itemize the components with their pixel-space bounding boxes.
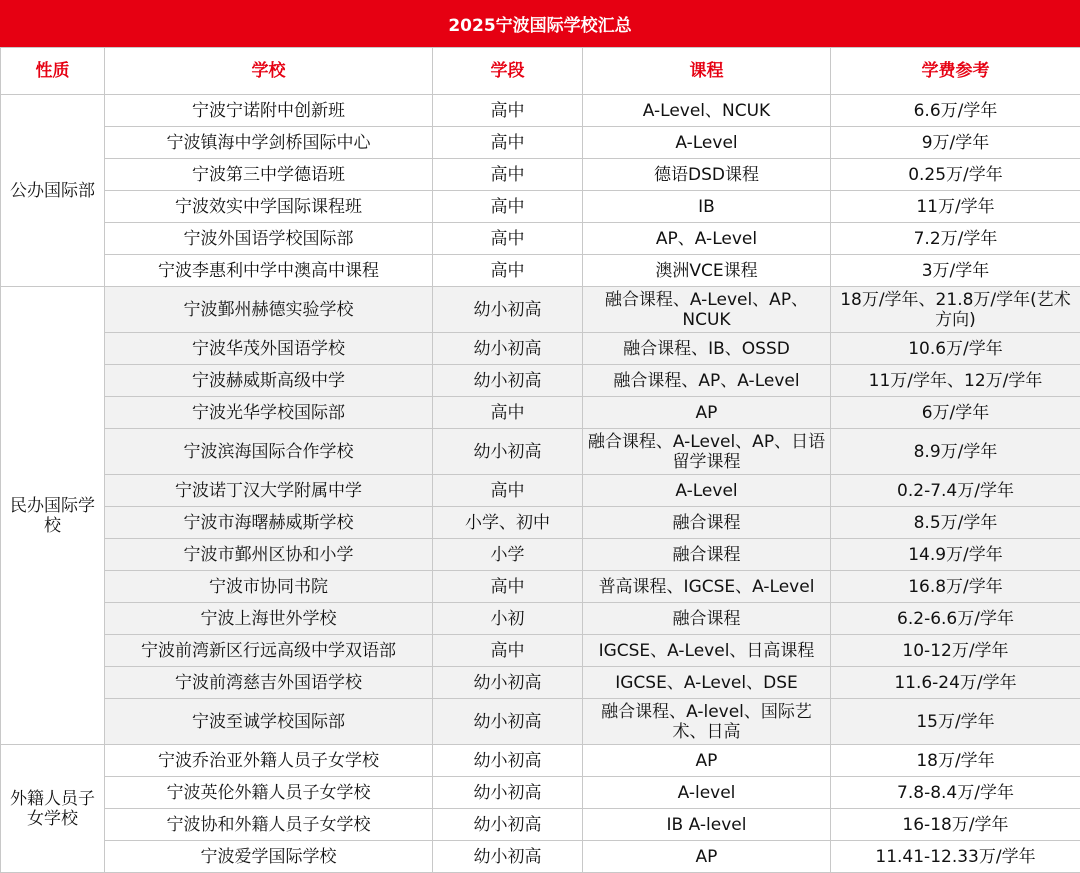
curriculum-cell: 融合课程 bbox=[583, 603, 831, 635]
curriculum-cell: 融合课程、A-Level、AP、日语留学课程 bbox=[583, 429, 831, 475]
curriculum-cell: 融合课程、AP、A-Level bbox=[583, 365, 831, 397]
tuition-cell: 6.6万/学年 bbox=[831, 95, 1080, 127]
table-row bbox=[1, 127, 1080, 159]
stage-cell: 小学、初中 bbox=[433, 507, 583, 539]
school-cell: 宁波第三中学德语班 bbox=[105, 159, 433, 191]
header-curriculum: 课程 bbox=[583, 48, 831, 95]
table-row bbox=[1, 159, 1080, 191]
curriculum-cell: 德语DSD课程 bbox=[583, 159, 831, 191]
tuition-cell: 15万/学年 bbox=[831, 699, 1080, 745]
header-tuition: 学费参考 bbox=[831, 48, 1080, 95]
school-cell: 宁波前湾新区行远高级中学双语部 bbox=[105, 635, 433, 667]
table-row bbox=[1, 95, 1080, 127]
school-cell: 宁波外国语学校国际部 bbox=[105, 223, 433, 255]
stage-cell: 幼小初高 bbox=[433, 841, 583, 873]
tuition-cell: 6.2-6.6万/学年 bbox=[831, 603, 1080, 635]
school-cell: 宁波爱学国际学校 bbox=[105, 841, 433, 873]
tuition-cell: 14.9万/学年 bbox=[831, 539, 1080, 571]
tuition-cell: 11万/学年、12万/学年 bbox=[831, 365, 1080, 397]
tuition-cell: 11.41-12.33万/学年 bbox=[831, 841, 1080, 873]
category-cell: 民办国际学校 bbox=[1, 287, 105, 745]
stage-cell: 幼小初高 bbox=[433, 809, 583, 841]
stage-cell: 高中 bbox=[433, 191, 583, 223]
table-row bbox=[1, 475, 1080, 507]
tuition-cell: 10.6万/学年 bbox=[831, 333, 1080, 365]
header-row bbox=[1, 48, 1080, 95]
header-school: 学校 bbox=[105, 48, 433, 95]
curriculum-cell: 普高课程、IGCSE、A-Level bbox=[583, 571, 831, 603]
table-row bbox=[1, 841, 1080, 873]
stage-cell: 高中 bbox=[433, 159, 583, 191]
page-title: 2025宁波国际学校汇总 bbox=[0, 0, 1080, 47]
tuition-cell: 8.9万/学年 bbox=[831, 429, 1080, 475]
school-cell: 宁波市海曙赫威斯学校 bbox=[105, 507, 433, 539]
school-cell: 宁波至诚学校国际部 bbox=[105, 699, 433, 745]
table-row bbox=[1, 539, 1080, 571]
stage-cell: 高中 bbox=[433, 95, 583, 127]
tuition-cell: 0.2-7.4万/学年 bbox=[831, 475, 1080, 507]
table-row bbox=[1, 365, 1080, 397]
school-cell: 宁波滨海国际合作学校 bbox=[105, 429, 433, 475]
school-cell: 宁波上海世外学校 bbox=[105, 603, 433, 635]
stage-cell: 高中 bbox=[433, 635, 583, 667]
curriculum-cell: IB bbox=[583, 191, 831, 223]
curriculum-cell: A-Level、NCUK bbox=[583, 95, 831, 127]
curriculum-cell: IGCSE、A-Level、日高课程 bbox=[583, 635, 831, 667]
stage-cell: 幼小初高 bbox=[433, 365, 583, 397]
header-stage: 学段 bbox=[433, 48, 583, 95]
table-row bbox=[1, 191, 1080, 223]
school-table bbox=[0, 47, 1080, 873]
stage-cell: 幼小初高 bbox=[433, 287, 583, 333]
stage-cell: 幼小初高 bbox=[433, 777, 583, 809]
table-row bbox=[1, 667, 1080, 699]
curriculum-cell: 融合课程 bbox=[583, 539, 831, 571]
stage-cell: 小学 bbox=[433, 539, 583, 571]
tuition-cell: 9万/学年 bbox=[831, 127, 1080, 159]
tuition-cell: 11.6-24万/学年 bbox=[831, 667, 1080, 699]
stage-cell: 高中 bbox=[433, 223, 583, 255]
school-cell: 宁波诺丁汉大学附属中学 bbox=[105, 475, 433, 507]
tuition-cell: 16.8万/学年 bbox=[831, 571, 1080, 603]
curriculum-cell: 融合课程、A-level、国际艺术、日高 bbox=[583, 699, 831, 745]
tuition-cell: 7.2万/学年 bbox=[831, 223, 1080, 255]
tuition-cell: 18万/学年 bbox=[831, 745, 1080, 777]
school-cell: 宁波前湾慈吉外国语学校 bbox=[105, 667, 433, 699]
curriculum-cell: AP bbox=[583, 397, 831, 429]
stage-cell: 小初 bbox=[433, 603, 583, 635]
curriculum-cell: AP bbox=[583, 841, 831, 873]
stage-cell: 幼小初高 bbox=[433, 745, 583, 777]
school-cell: 宁波光华学校国际部 bbox=[105, 397, 433, 429]
school-cell: 宁波鄞州赫德实验学校 bbox=[105, 287, 433, 333]
curriculum-cell: AP bbox=[583, 745, 831, 777]
curriculum-cell: 融合课程、IB、OSSD bbox=[583, 333, 831, 365]
school-cell: 宁波赫威斯高级中学 bbox=[105, 365, 433, 397]
table-row bbox=[1, 809, 1080, 841]
table-row bbox=[1, 223, 1080, 255]
table-row bbox=[1, 333, 1080, 365]
curriculum-cell: IB A-level bbox=[583, 809, 831, 841]
stage-cell: 幼小初高 bbox=[433, 667, 583, 699]
table-row bbox=[1, 635, 1080, 667]
tuition-cell: 3万/学年 bbox=[831, 255, 1080, 287]
tuition-cell: 7.8-8.4万/学年 bbox=[831, 777, 1080, 809]
curriculum-cell: IGCSE、A-Level、DSE bbox=[583, 667, 831, 699]
stage-cell: 高中 bbox=[433, 475, 583, 507]
stage-cell: 高中 bbox=[433, 255, 583, 287]
tuition-cell: 16-18万/学年 bbox=[831, 809, 1080, 841]
category-cell: 公办国际部 bbox=[1, 95, 105, 287]
tuition-cell: 6万/学年 bbox=[831, 397, 1080, 429]
table-row bbox=[1, 603, 1080, 635]
school-cell: 宁波华茂外国语学校 bbox=[105, 333, 433, 365]
school-cell: 宁波市协同书院 bbox=[105, 571, 433, 603]
school-cell: 宁波英伦外籍人员子女学校 bbox=[105, 777, 433, 809]
stage-cell: 幼小初高 bbox=[433, 699, 583, 745]
curriculum-cell: A-Level bbox=[583, 127, 831, 159]
curriculum-cell: A-Level bbox=[583, 475, 831, 507]
stage-cell: 幼小初高 bbox=[433, 429, 583, 475]
school-cell: 宁波乔治亚外籍人员子女学校 bbox=[105, 745, 433, 777]
school-cell: 宁波协和外籍人员子女学校 bbox=[105, 809, 433, 841]
table-row bbox=[1, 699, 1080, 745]
table-row bbox=[1, 429, 1080, 475]
table-row bbox=[1, 507, 1080, 539]
school-cell: 宁波效实中学国际课程班 bbox=[105, 191, 433, 223]
tuition-cell: 10-12万/学年 bbox=[831, 635, 1080, 667]
curriculum-cell: 融合课程、A-Level、AP、NCUK bbox=[583, 287, 831, 333]
stage-cell: 高中 bbox=[433, 571, 583, 603]
curriculum-cell: 澳洲VCE课程 bbox=[583, 255, 831, 287]
stage-cell: 幼小初高 bbox=[433, 333, 583, 365]
table-row bbox=[1, 571, 1080, 603]
table-row bbox=[1, 745, 1080, 777]
tuition-cell: 8.5万/学年 bbox=[831, 507, 1080, 539]
school-cell: 宁波市鄞州区协和小学 bbox=[105, 539, 433, 571]
table-row bbox=[1, 287, 1080, 333]
stage-cell: 高中 bbox=[433, 127, 583, 159]
tuition-cell: 11万/学年 bbox=[831, 191, 1080, 223]
curriculum-cell: 融合课程 bbox=[583, 507, 831, 539]
curriculum-cell: A-level bbox=[583, 777, 831, 809]
stage-cell: 高中 bbox=[433, 397, 583, 429]
tuition-cell: 18万/学年、21.8万/学年(艺术方向) bbox=[831, 287, 1080, 333]
table-row bbox=[1, 777, 1080, 809]
school-cell: 宁波李惠利中学中澳高中课程 bbox=[105, 255, 433, 287]
table-body bbox=[1, 95, 1080, 873]
curriculum-cell: AP、A-Level bbox=[583, 223, 831, 255]
header-category: 性质 bbox=[1, 48, 105, 95]
table-row bbox=[1, 255, 1080, 287]
tuition-cell: 0.25万/学年 bbox=[831, 159, 1080, 191]
category-cell: 外籍人员子女学校 bbox=[1, 745, 105, 873]
table-row bbox=[1, 397, 1080, 429]
school-cell: 宁波宁诺附中创新班 bbox=[105, 95, 433, 127]
school-cell: 宁波镇海中学剑桥国际中心 bbox=[105, 127, 433, 159]
